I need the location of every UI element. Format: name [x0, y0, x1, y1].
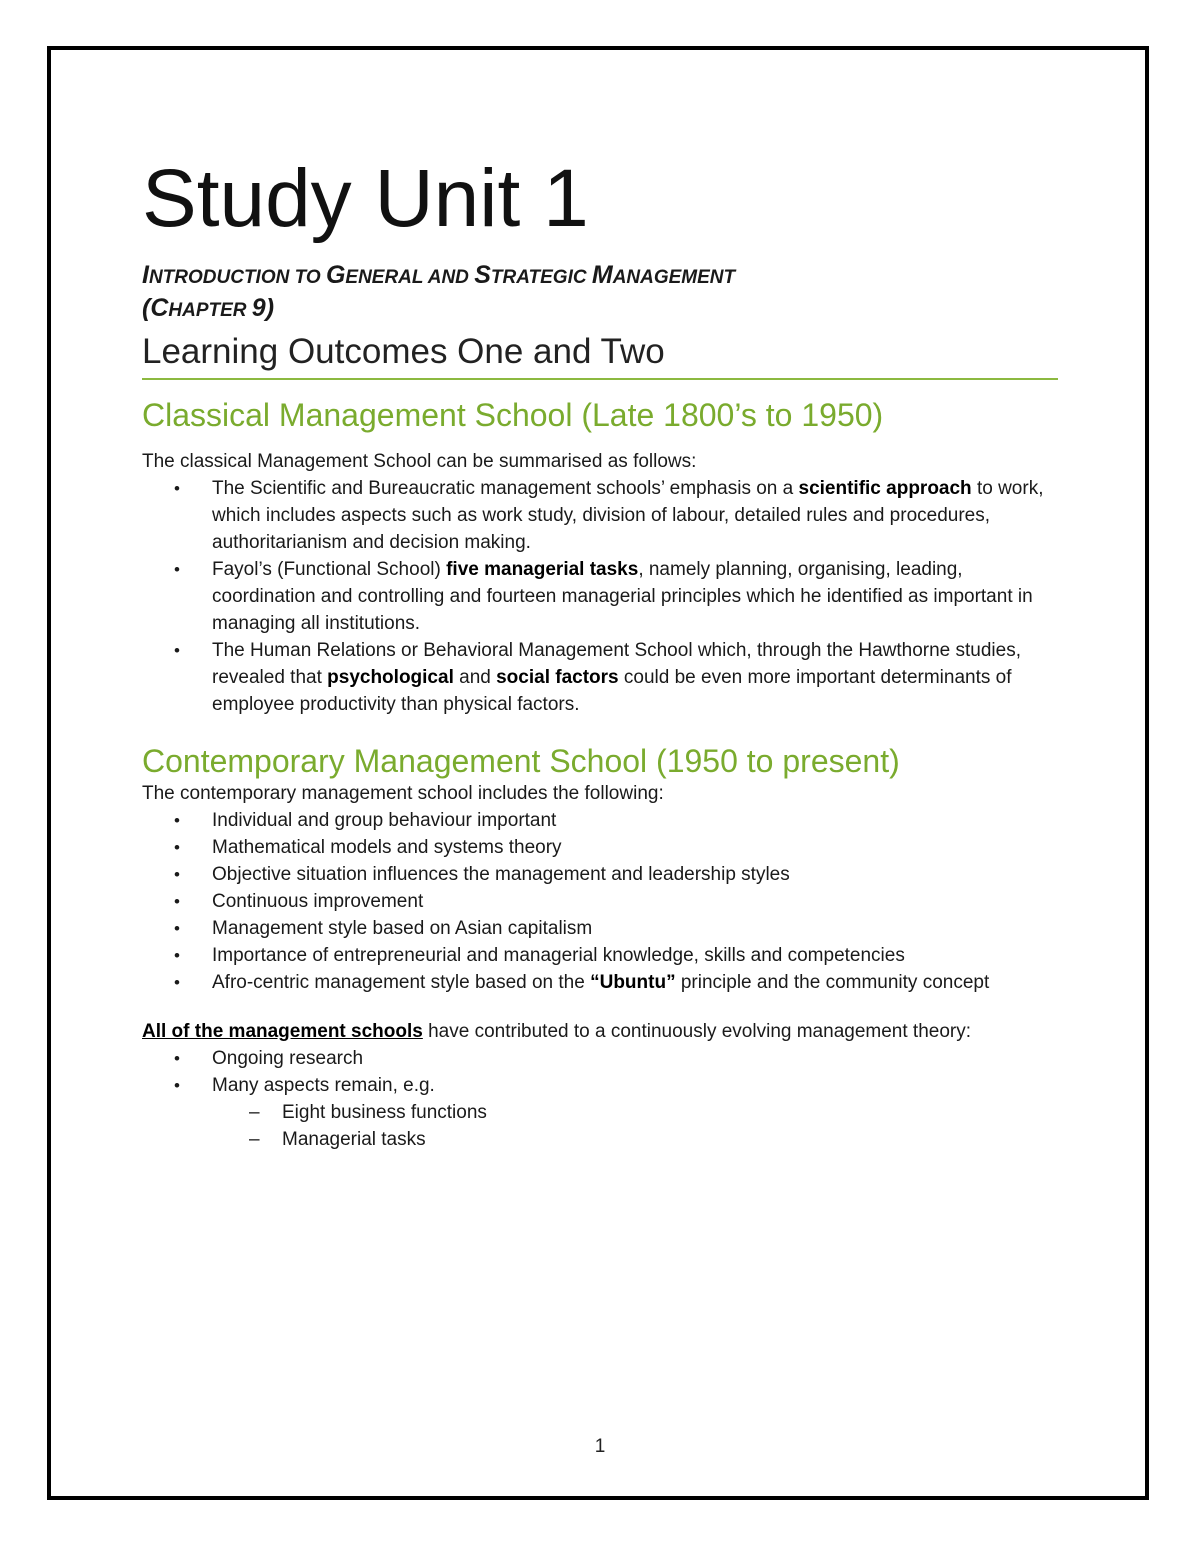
dash-icon: – [249, 1102, 260, 1123]
list-item: • Continuous improvement [212, 888, 1062, 915]
bullet-icon: • [174, 641, 180, 660]
bullet-icon: • [174, 1076, 180, 1095]
classical-list [142, 475, 1062, 718]
bullet-icon: • [174, 946, 180, 965]
document-content [142, 140, 1062, 1153]
list-item: • Mathematical models and systems theory [212, 834, 1062, 861]
list-item: • Importance of entrepreneurial and managerial knowledge, skills and competencies [212, 942, 1062, 969]
bullet-icon: • [174, 479, 180, 498]
sub-list-item: – Managerial tasks [282, 1126, 1062, 1153]
learning-outcomes-heading: Learning Outcomes One and Two [142, 332, 1058, 380]
contemporary-list [142, 807, 1062, 996]
subtitle-line-1 [142, 260, 1062, 293]
page-number: 1 [594, 1436, 606, 1457]
list-item: • Afro-centric management style based on the “Ubuntu” principle and the community concept [212, 969, 1062, 996]
subtitle-small: TRATEGIC [490, 267, 592, 288]
list-item: • Many aspects remain, e.g. – Eight business functions – Managerial tasks [212, 1072, 1062, 1153]
underlined-phrase: All of the management schools [142, 1021, 423, 1042]
subtitle-cap: 9) [251, 294, 275, 322]
unit-subtitle [142, 260, 1062, 326]
subtitle-cap: S [474, 261, 491, 289]
all-schools-list [142, 1045, 1062, 1153]
subtitle-cap: I [142, 261, 149, 289]
sub-list [212, 1099, 1062, 1153]
list-item: • The Human Relations or Behavioral Management School which, through the Hawthorne studies, revealed that psychological and social factors could be even more important determinants of employee productivity than physical factors. [212, 637, 1062, 718]
page-title: Study Unit 1 [142, 153, 589, 244]
list-item: • Fayol’s (Functional School) five managerial tasks, namely planning, organising, leading, coordination and controlling and fourteen managerial principles which he identified as important in managing all institutions. [212, 556, 1062, 637]
contemporary-heading: Contemporary Management School (1950 to present) [142, 743, 900, 779]
bullet-icon: • [174, 560, 180, 579]
list-item: • The Scientific and Bureaucratic management schools’ emphasis on a scientific approach to work, which includes aspects such as work study, division of labour, detailed rules and procedures, authoritarianism and decision making. [212, 475, 1062, 556]
classical-heading: Classical Management School (Late 1800’s to 1950) [142, 397, 884, 433]
bullet-icon: • [174, 1049, 180, 1068]
list-item: • Individual and group behaviour important [212, 807, 1062, 834]
subtitle-small: ENERAL AND [345, 267, 475, 288]
bullet-icon: • [174, 838, 180, 857]
dash-icon: – [249, 1129, 260, 1150]
bullet-icon: • [174, 919, 180, 938]
classical-intro: The classical Management School can be summarised as follows: [142, 451, 697, 472]
list-item: • Management style based on Asian capitalism [212, 915, 1062, 942]
subtitle-small: NTRODUCTION TO [148, 267, 326, 288]
subtitle-cap: (C [142, 294, 169, 322]
subtitle-cap: M [591, 261, 613, 289]
sub-list-item: – Eight business functions [282, 1099, 1062, 1126]
bullet-icon: • [174, 973, 180, 992]
subtitle-small: HAPTER [168, 300, 252, 321]
list-item: • Ongoing research [212, 1045, 1062, 1072]
list-item: • Objective situation influences the management and leadership styles [212, 861, 1062, 888]
all-schools-paragraph: All of the management schools have contributed to a continuously evolving management theory: [142, 1021, 971, 1042]
contemporary-intro: The contemporary management school includes the following: [142, 783, 664, 804]
subtitle-small: ANAGEMENT [612, 267, 736, 288]
subtitle-line-2 [142, 293, 1062, 326]
subtitle-cap: G [325, 261, 346, 289]
bullet-icon: • [174, 811, 180, 830]
bullet-icon: • [174, 892, 180, 911]
bullet-icon: • [174, 865, 180, 884]
